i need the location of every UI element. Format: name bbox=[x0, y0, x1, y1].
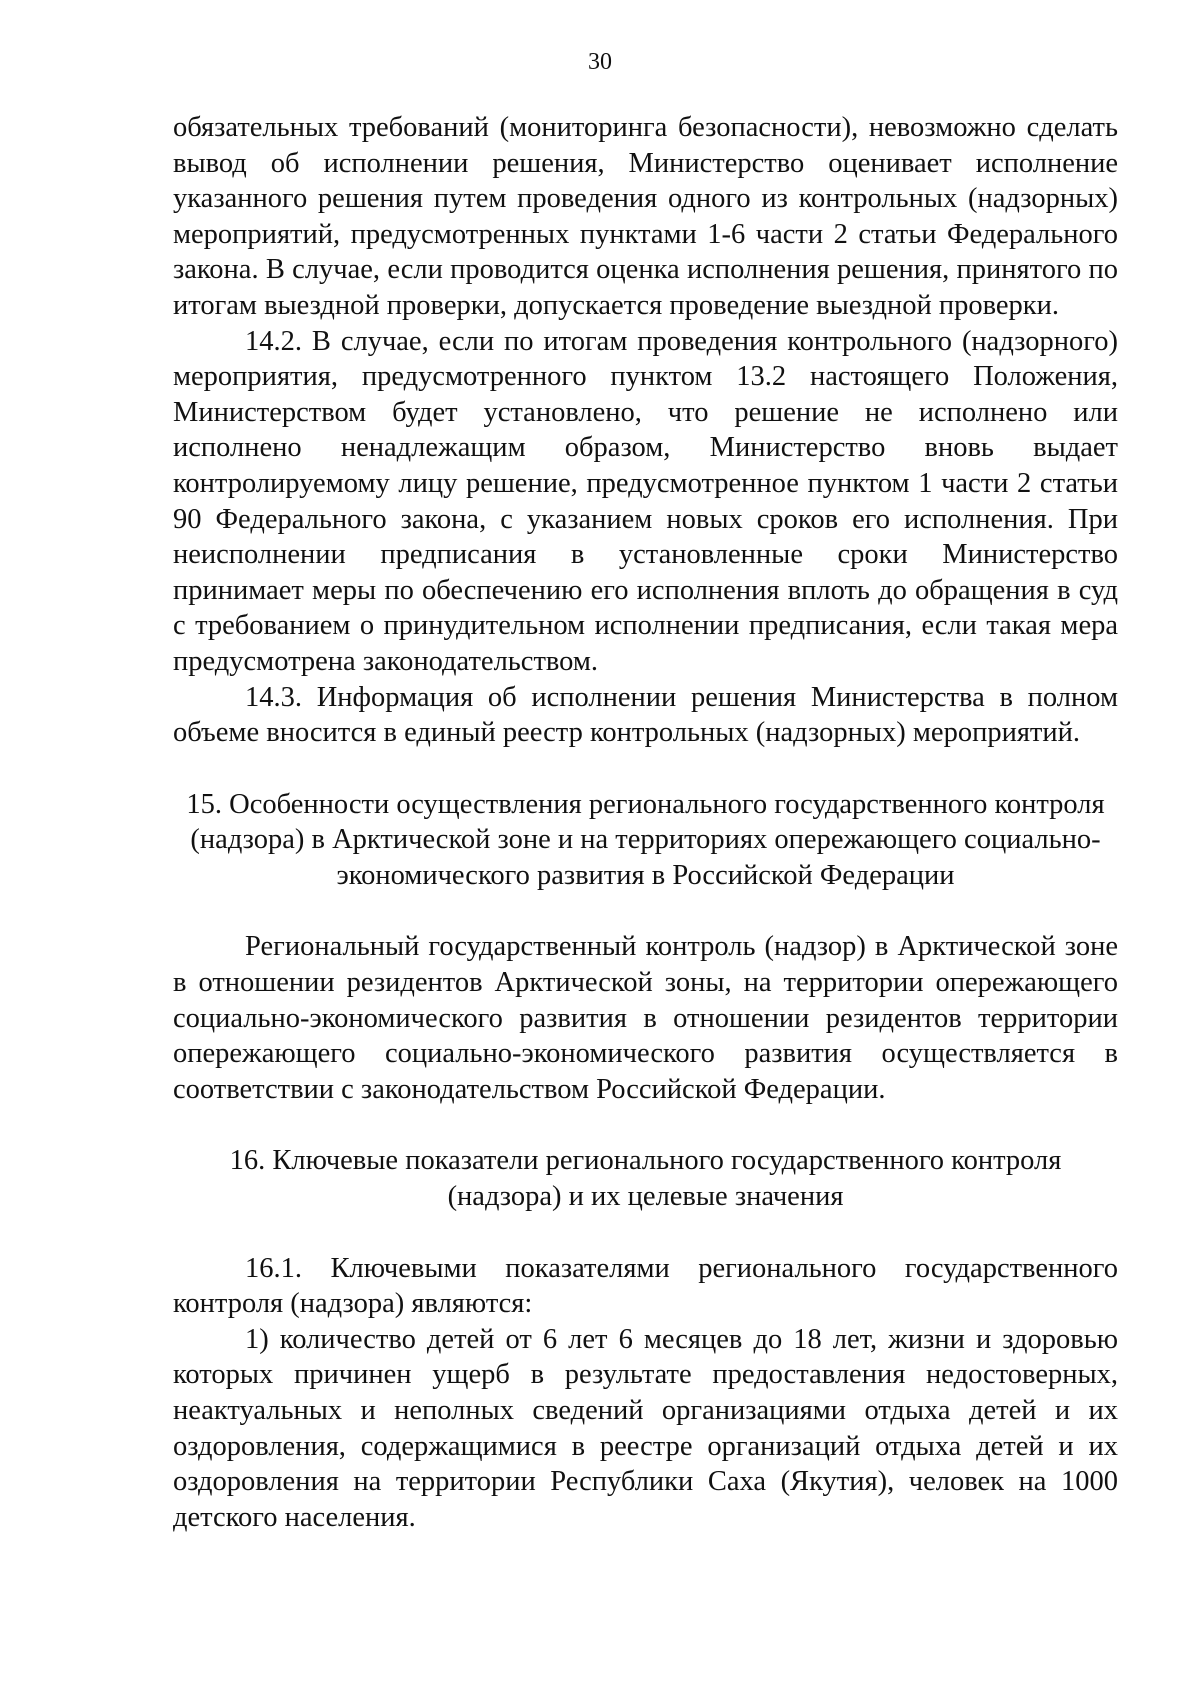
heading-line: 16. Ключевые показатели регионального государственного контроля bbox=[229, 1145, 1062, 1177]
paragraph-16-1-item-1: 1) количество детей от 6 лет 6 месяцев до 18 лет, жизни и здоровью которых причинен ущерб в результате предоставления недостоверных, неактуальных и неполных сведений организациями отдыха детей и их оздоровления, содержащимися в реестре организаций отдыха детей и их оздоровления на территории Республики Саха (Якутия), человек на 1000 детского населения. bbox=[173, 1323, 1118, 1533]
paragraph-14-2: 14.2. В случае, если по итогам проведения контрольного (надзорного) мероприятия, предусмотренного пунктом 13.2 настоящего Положения, Министерством будет установлено, что решение не исполнено или исполнено ненадлежащим образом, Министерство вновь выдает контролируемому лицу решение, предусмотренное пунктом 1 части 2 статьи 90 Федерального закона, с указанием новых сроков его исполнения. При неисполнении предписания в установленные сроки Министерство принимает меры по обеспечению его исполнения вплоть до обращения в суд с требованием о принудительном исполнении предписания, если такая мера предусмотрена законодательством. bbox=[173, 325, 1118, 677]
heading-line: (надзора) и их целевые значения bbox=[447, 1181, 844, 1213]
document-body bbox=[173, 110, 1118, 1535]
section-16-heading bbox=[173, 1143, 1118, 1214]
section-15-paragraph: Региональный государственный контроль (надзор) в Арктической зоне в отношении резидентов Арктической зоны, на территории опережающего социально-экономического развития в отношении резидентов территории опережающего социально-экономического развития осуществляется в соответствии с законодательством Российской Федерации. bbox=[173, 931, 1118, 1105]
heading-line: экономического развития в Российской Федерации bbox=[336, 859, 955, 891]
paragraph-continuation: обязательных требований (мониторинга безопасности), невозможно сделать вывод об исполнении решения, Министерство оценивает исполнение указанного решения путем проведения одного из контрольных (надзорных) мероприятий, предусмотренных пунктами 1-6 части 2 статьи Федерального закона. В случае, если проводится оценка исполнения решения, принятого по итогам выездной проверки, допускается проведение выездной проверки. bbox=[173, 112, 1118, 321]
heading-line: (надзора) в Арктической зоне и на территориях опережающего социально- bbox=[190, 824, 1101, 856]
paragraph-16-1: 16.1. Ключевыми показателями регионального государственного контроля (надзора) являются: bbox=[173, 1252, 1118, 1320]
page-number: 30 bbox=[588, 49, 612, 75]
paragraph-14-3: 14.3. Информация об исполнении решения Министерства в полном объеме вносится в единый реестр контрольных (надзорных) мероприятий. bbox=[173, 681, 1118, 749]
section-15-heading bbox=[173, 787, 1118, 894]
heading-line: 15. Особенности осуществления регионального государственного контроля bbox=[186, 788, 1105, 820]
